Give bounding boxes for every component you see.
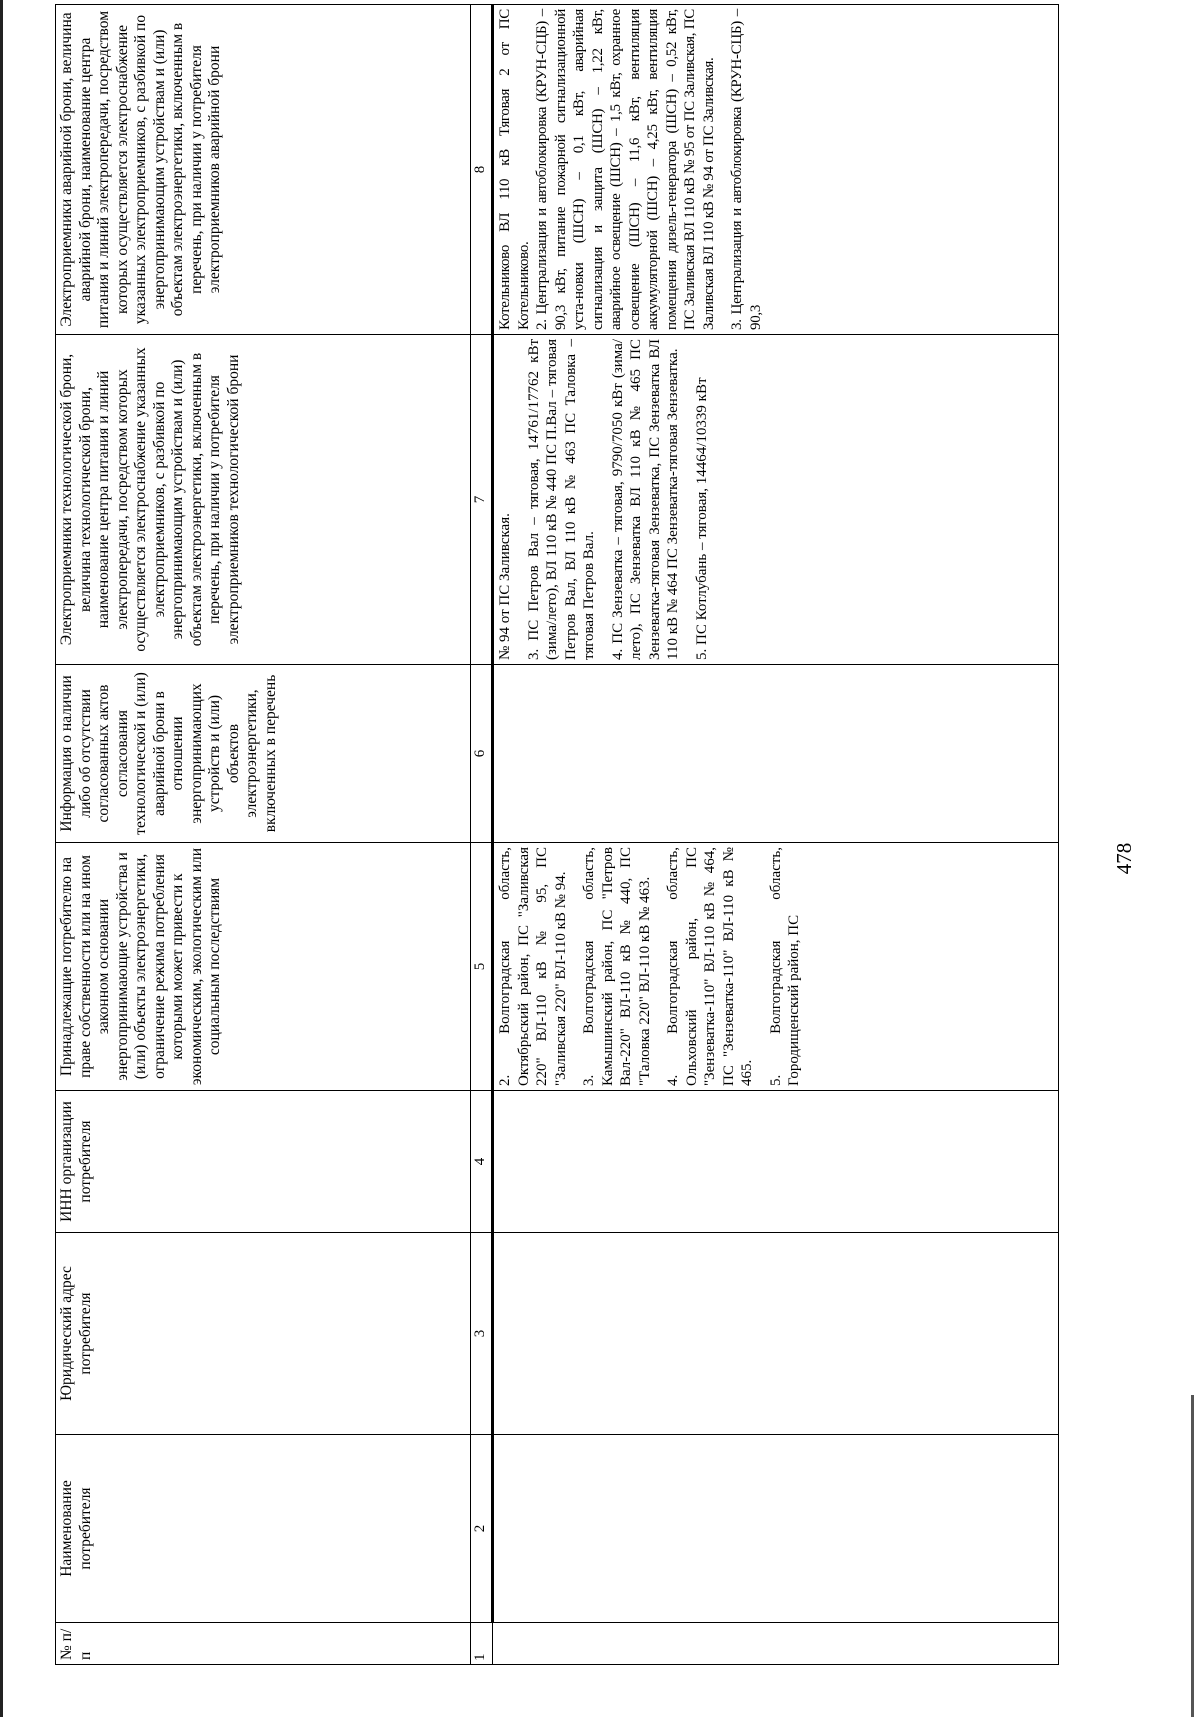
header-cell-1: № п/п	[56, 1623, 471, 1665]
cell-technological-reserve	[493, 335, 1059, 665]
column-number: 3	[471, 1233, 493, 1435]
column-number-row	[471, 5, 493, 1665]
consumers-table	[55, 4, 1059, 1665]
table-row	[493, 5, 1059, 1665]
list-item: Котельниково ВЛ 110 кВ Тяговая 2 от ПС Котельниково.	[497, 9, 532, 330]
cell-emergency-reserve	[493, 5, 1059, 335]
column-number: 4	[471, 1091, 493, 1233]
list-item: № 94 от ПС Заливская.	[497, 513, 513, 660]
header-cell-5: Принадлежащие потребителю на праве собственности или на ином законном основании энергопринимающие устройства и (или) объекты электроэнергетики, ограничение режима потребления которыми может привести к экономическим, экологическим или социальным последствиям	[56, 843, 471, 1091]
column-number: 7	[471, 335, 493, 665]
header-cell-3: Юридический адрес потребителя	[56, 1233, 471, 1435]
cell-inn	[493, 1091, 1059, 1233]
header-cell-8: Электроприемники аварийной брони, величина аварийной брони, наименование центра питания и линий электропередачи, посредством которых осуществляется электроснабжение указанных электроприемников, с разбивкой по энергопринимающим устройствам и (или) объектам электроэнергетики, включенным в перечень, при наличии у потребителя электроприемников аварийной брони	[56, 5, 471, 335]
column-number: 5	[471, 843, 493, 1091]
header-cell-2: Наименование потребителя	[56, 1435, 471, 1623]
header-cell-6: Информация о наличии либо об отсутствии согласованных актов согласования технологической и (или) аварийной брони в отношении энергопринимающих устройств и (или) объектов электроэнергетики, включенных в перечень	[56, 665, 471, 843]
list-item: 3. ПС Петров Вал – тяговая, 14761/17762 кВт (зима/лето), ВЛ 110 кВ № 440 ПС П.Вал – тяговая Петров Вал, ВЛ 110 кВ № 463 ПС Таловка – тяговая Петров Вал.	[525, 339, 597, 660]
list-item: 4. ПС Зензеватка – тяговая, 9790/7050 кВт (зима/лето), ПС Зензеватка ВЛ 110 кВ № 465 ПС Зензеватка-тяговая Зензеватка, ПС Зензеватка ВЛ 110 кВ № 464 ПС Зензеватка-тяговая Зензеватка.	[609, 339, 681, 660]
list-item: 5. Волгоградская область, Городищенский район, ПС	[767, 847, 802, 1086]
list-item: 4. Волгоградская область, Ольховский район, ПС "Зензеватка-110" ВЛ-110 кВ № 464, ПС "Зензеватка-110" ВЛ-110 кВ № 465.	[665, 847, 755, 1086]
column-number: 8	[471, 5, 493, 335]
list-item: 5. ПС Котлубань – тяговая, 14464/10339 кВт	[693, 377, 710, 660]
list-item: 2. Централизация и автоблокировка (КРУН-СЦБ) – 90,3 кВт, питание пожарной сигнализационной уста-новки (ШСН) – 0,1 кВт, аварийная сигнализация и защита (ШСН) – 1,22 кВт, аварийное освещение (ШСН) – 1,5 кВт, охранное освещение (ШСН) – 11,6 кВт, вентиляция аккумуляторной (ШСН) – 4,25 кВт, вентиляция помещения дизель-генератора (ШСН) – 0,52 кВт, ПС Заливская ВЛ 110 кВ № 95 от ПС Заливская, ПС Заливская ВЛ 110 кВ № 94 от ПС Заливская.	[534, 9, 717, 330]
cell-consumer-name	[493, 1435, 1059, 1623]
cell-agreement-info	[493, 665, 1059, 843]
column-number: 1	[471, 1623, 493, 1665]
list-item: 3. Волгоградская область, Камышинский район, ПС "Петров Вал-220" ВЛ-110 кВ № 440, ПС "Таловка 220" ВЛ-110 кВ № 463.	[581, 847, 653, 1086]
cell-devices	[493, 843, 1059, 1091]
page-number: 478	[1112, 842, 1136, 875]
header-row	[56, 5, 471, 1665]
header-cell-4: ИНН организации потребителя	[56, 1091, 471, 1233]
header-cell-7: Электроприемники технологической брони, величина технологической брони, наименование центра питания и линий электропередачи, посредством которых осуществляется электроснабжение указанных электроприемников, с разбивкой по энергопринимающим устройствам и (или) объектам электроэнергетики, включенным в перечень, при наличии у потребителя электроприемников технологической брони	[56, 335, 471, 665]
list-item: 2. Волгоградская область, Октябрьский район, ПС "Заливская 220" ВЛ-110 кВ № 95, ПС "Заливская 220" ВЛ-110 кВ № 94.	[497, 847, 569, 1086]
cell-number	[493, 1623, 1059, 1665]
list-item: 3. Централизация и автоблокировка (КРУН-СЦБ) – 90,3	[729, 9, 764, 330]
column-number: 2	[471, 1435, 493, 1623]
cell-legal-address	[493, 1233, 1059, 1435]
column-number: 6	[471, 665, 493, 843]
